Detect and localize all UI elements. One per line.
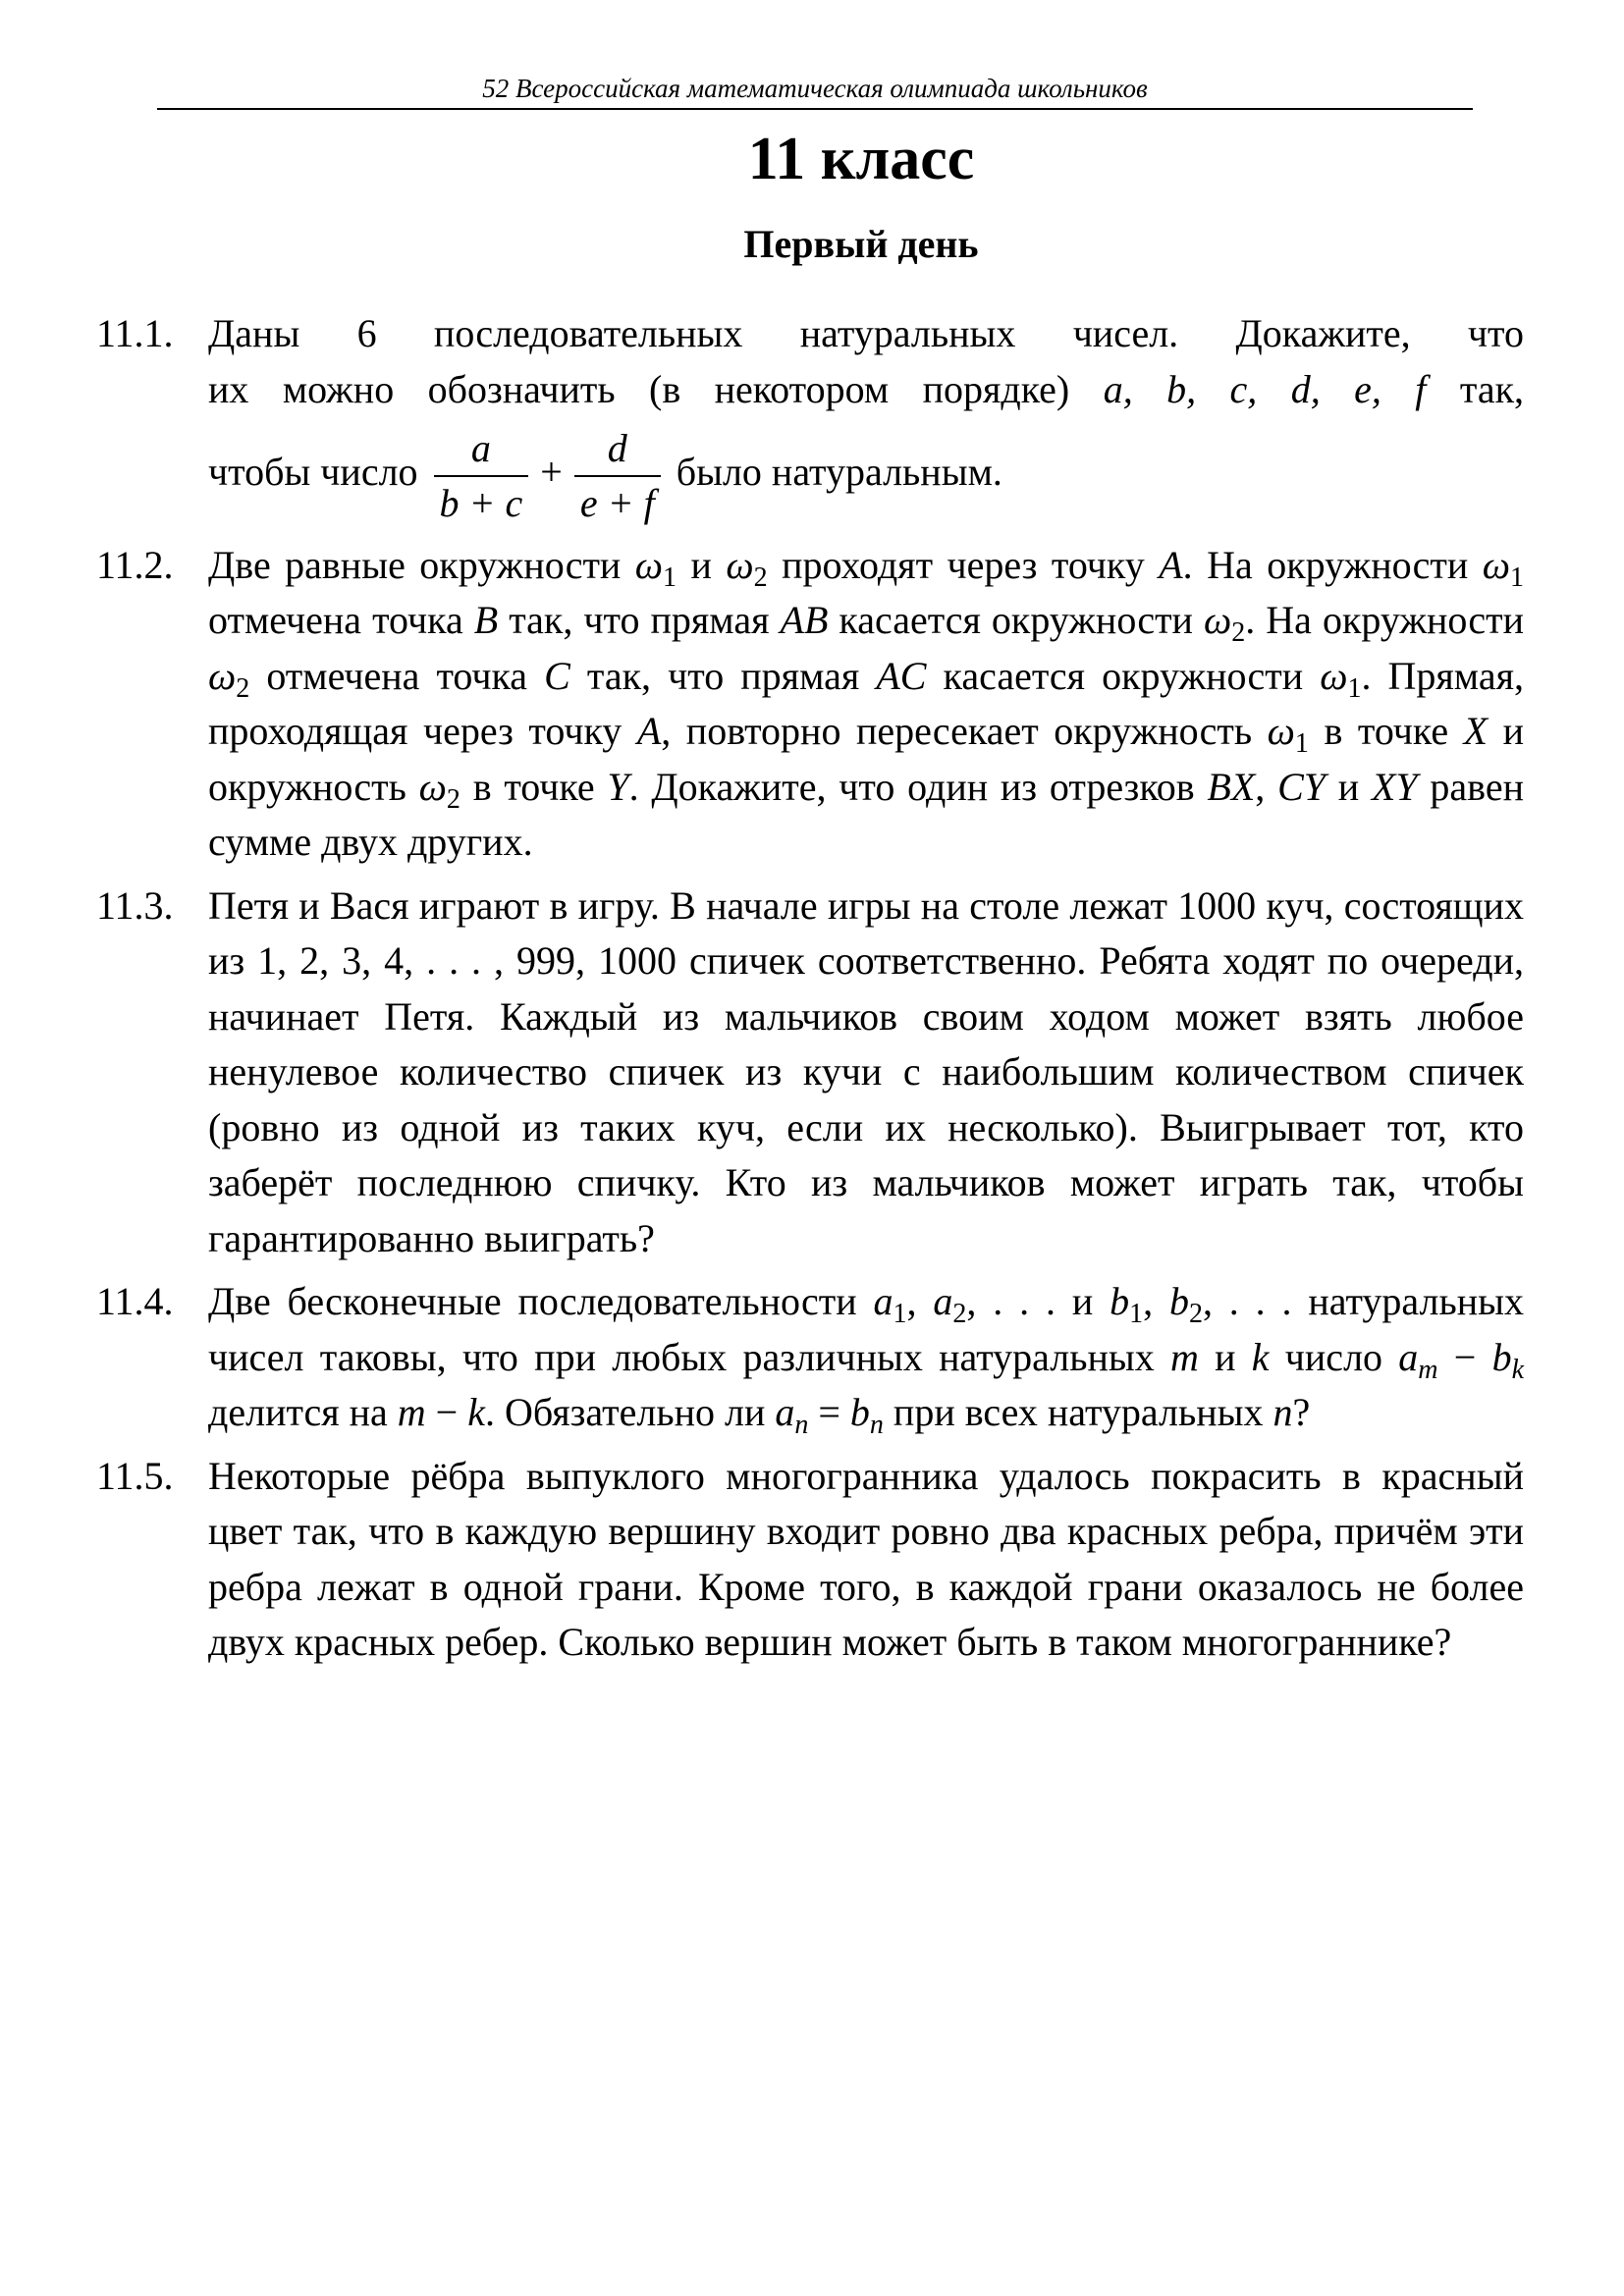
a-2 xyxy=(933,1279,967,1330)
line-ab: AB xyxy=(780,598,829,643)
section-subtitle: Первый день xyxy=(743,222,979,266)
segment-xy: XY xyxy=(1371,764,1418,809)
problem-line xyxy=(208,362,1524,418)
problem-text: Две равные окружности xyxy=(208,542,635,587)
var-k: k xyxy=(1251,1334,1270,1379)
problem-text: натуральных чисел таковы, что при любых различных натуральных xyxy=(208,1279,1525,1379)
problem-number: 11.5. xyxy=(96,1453,174,1498)
a-1 xyxy=(873,1279,907,1330)
var: a xyxy=(933,1279,953,1324)
problem-text: в точке xyxy=(460,764,608,809)
segment-cy: CY xyxy=(1277,764,1326,809)
var: b xyxy=(1110,1279,1130,1324)
problem-text: в точке xyxy=(1308,709,1464,754)
problem-text: и xyxy=(1326,764,1372,809)
line-ac: AC xyxy=(876,653,927,698)
problem-text: и xyxy=(1071,1279,1110,1324)
problem-text: Две бесконечные последовательности xyxy=(208,1279,874,1324)
b-2 xyxy=(1168,1279,1203,1330)
a-m xyxy=(1398,1334,1438,1385)
b-n xyxy=(849,1390,884,1441)
problem-text: отмечена точка xyxy=(208,598,474,643)
subscript: 1 xyxy=(663,561,677,593)
problem-text: чтобы число xyxy=(208,450,428,494)
problem-text: их можно обозначить (в некотором порядке) xyxy=(208,366,1104,411)
point-x: X xyxy=(1463,709,1489,754)
problem-text: . На окружности xyxy=(1182,542,1483,587)
denominator: e + f xyxy=(579,480,655,525)
omega-symbol: ω xyxy=(1204,598,1232,643)
subscript: k xyxy=(1511,1354,1524,1385)
math-variables: a, b, c, d, e, f xyxy=(1103,366,1427,411)
problem-text: ? xyxy=(1292,1390,1311,1435)
problem-11-4 xyxy=(96,1274,1524,1441)
point-a: A xyxy=(1159,542,1183,587)
omega-1 xyxy=(1320,653,1362,704)
problem-text: отмечена точка xyxy=(249,653,545,698)
subscript: 2 xyxy=(446,783,460,815)
numerator: d xyxy=(574,422,661,477)
problem-text: Петя и Вася играют в игру. В начале игры на столе лежат 1000 куч, состоящих из 1, 2, 3, 4, . . . , 999, 1000 спичек соответственно. Ребята ходят по очереди, начинает Петя. Каждый из мальчиков своим ходом может взять любое ненулевое количество спичек из кучи с наибольшим количеством спичек (ровно из одной из таких куч, если их несколько). Выигрывает тот, кто заберёт последнюю спичку. Кто из мальчиков может играть так, чтобы гарантированно выиграть? xyxy=(208,882,1524,1260)
ellipsis: , . . . xyxy=(966,1279,1072,1324)
var: a xyxy=(775,1390,795,1435)
problem-number: 11.4. xyxy=(96,1279,174,1324)
minus-sign: − xyxy=(425,1390,468,1435)
omega-symbol: ω xyxy=(1267,709,1295,754)
problem-line xyxy=(208,417,1524,530)
omega-symbol: ω xyxy=(1482,542,1510,587)
subscript: 1 xyxy=(1510,561,1524,593)
omega-1 xyxy=(1267,709,1309,760)
omega-1 xyxy=(634,542,677,593)
problem-11-5 xyxy=(96,1449,1524,1671)
running-head: 52 Всероссийская математическая олимпиада школьников xyxy=(482,74,1148,103)
var: a xyxy=(1398,1334,1419,1379)
subscript: 2 xyxy=(753,561,768,593)
problem-11-3 xyxy=(96,879,1524,1267)
segment-bx: BX xyxy=(1207,764,1256,809)
problem-text: , xyxy=(1143,1279,1169,1324)
subscript: 2 xyxy=(236,672,250,704)
minus-sign: − xyxy=(1437,1334,1492,1379)
omega-symbol: ω xyxy=(1320,653,1348,698)
omega-symbol: ω xyxy=(418,764,447,809)
problem-text: проходят через точку xyxy=(767,542,1160,587)
equals-sign: = xyxy=(808,1390,850,1435)
problem-text: касается окружности xyxy=(828,598,1204,643)
fraction-a-over-b-plus-c xyxy=(434,422,529,530)
var-n: n xyxy=(1272,1390,1293,1435)
subscript: 1 xyxy=(893,1299,907,1330)
problem-text: . Прямая, проходящая через точку xyxy=(208,653,1525,754)
header-rule xyxy=(157,108,1473,110)
subscript: m xyxy=(1418,1354,1438,1385)
problem-text: , повторно пересекает окружность xyxy=(661,709,1268,754)
problem-text: . Докажите, что один из отрезков xyxy=(628,764,1208,809)
subscript: 1 xyxy=(1129,1299,1144,1330)
problem-line: Даны 6 последовательных натуральных чисел. Докажите, что xyxy=(208,311,1524,355)
problem-text: , xyxy=(906,1279,934,1324)
page-title: 11 класс xyxy=(747,126,975,192)
problem-text: равен сумме двух других. xyxy=(208,764,1524,865)
problem-number: 11.3. xyxy=(96,882,174,928)
problem-text: Некоторые рёбра выпуклого многогранника удалось покрасить в красный цвет так, что в каждую вершину входит ровно два красных ребра, причём эти ребра лежат в одной грани. Кроме того, в каждой грани оказалось не более двух красных ребер. Сколько вершин может быть в таком многограннике? xyxy=(208,1453,1524,1665)
problem-text: и окружность xyxy=(208,709,1524,809)
subscript: n xyxy=(794,1410,809,1441)
var: b xyxy=(1491,1334,1512,1379)
subscript: n xyxy=(869,1410,884,1441)
problem-text: делится на xyxy=(208,1390,398,1435)
var-m: m xyxy=(1170,1334,1199,1379)
problem-text: . На окружности xyxy=(1245,598,1525,643)
omega-2 xyxy=(418,764,460,815)
problem-text: так, xyxy=(1426,366,1525,411)
subscript: 1 xyxy=(1294,728,1309,760)
point-c: C xyxy=(544,653,570,698)
b-1 xyxy=(1110,1279,1144,1330)
omega-symbol: ω xyxy=(726,542,754,587)
var: b xyxy=(849,1390,870,1435)
b-k xyxy=(1491,1334,1524,1385)
omega-2 xyxy=(1204,598,1246,649)
omega-2 xyxy=(208,653,250,704)
omega-2 xyxy=(726,542,768,593)
problem-number: 11.1. xyxy=(96,311,174,355)
problem-text: число xyxy=(1269,1334,1399,1379)
problem-text: так, что прямая xyxy=(569,653,877,698)
point-a: A xyxy=(636,709,662,754)
problem-11-1 xyxy=(96,306,1524,530)
ellipsis: , . . . xyxy=(1202,1279,1309,1324)
problem-text: , xyxy=(1255,764,1278,809)
var-m: m xyxy=(397,1390,426,1435)
a-n xyxy=(775,1390,809,1441)
var: a xyxy=(873,1279,893,1324)
problem-text: касается окружности xyxy=(926,653,1321,698)
point-b: B xyxy=(473,598,499,643)
numerator: a xyxy=(434,422,529,477)
omega-symbol: ω xyxy=(634,542,664,587)
problem-text: и xyxy=(677,542,727,587)
problem-number: 11.2. xyxy=(96,542,174,587)
subscript: 2 xyxy=(952,1299,967,1330)
problem-text: . Обязательно ли xyxy=(484,1390,776,1435)
problem-text: было натуральным. xyxy=(666,450,1002,494)
point-y: Y xyxy=(607,764,629,809)
subscript: 2 xyxy=(1231,617,1246,649)
problem-11-2 xyxy=(96,538,1524,871)
var: b xyxy=(1168,1279,1189,1324)
plus-sign: + xyxy=(540,450,563,494)
omega-1 xyxy=(1482,542,1524,593)
problem-text: так, что прямая xyxy=(498,598,781,643)
subscript: 2 xyxy=(1188,1299,1203,1330)
problem-text: и xyxy=(1198,1334,1252,1379)
problem-list xyxy=(96,306,1524,1679)
denominator: b + c xyxy=(439,480,523,525)
omega-symbol: ω xyxy=(208,653,237,698)
subscript: 1 xyxy=(1347,672,1362,704)
var-k: k xyxy=(467,1390,485,1435)
fraction-d-over-e-plus-f xyxy=(574,422,661,530)
problem-text: при всех натуральных xyxy=(883,1390,1273,1435)
